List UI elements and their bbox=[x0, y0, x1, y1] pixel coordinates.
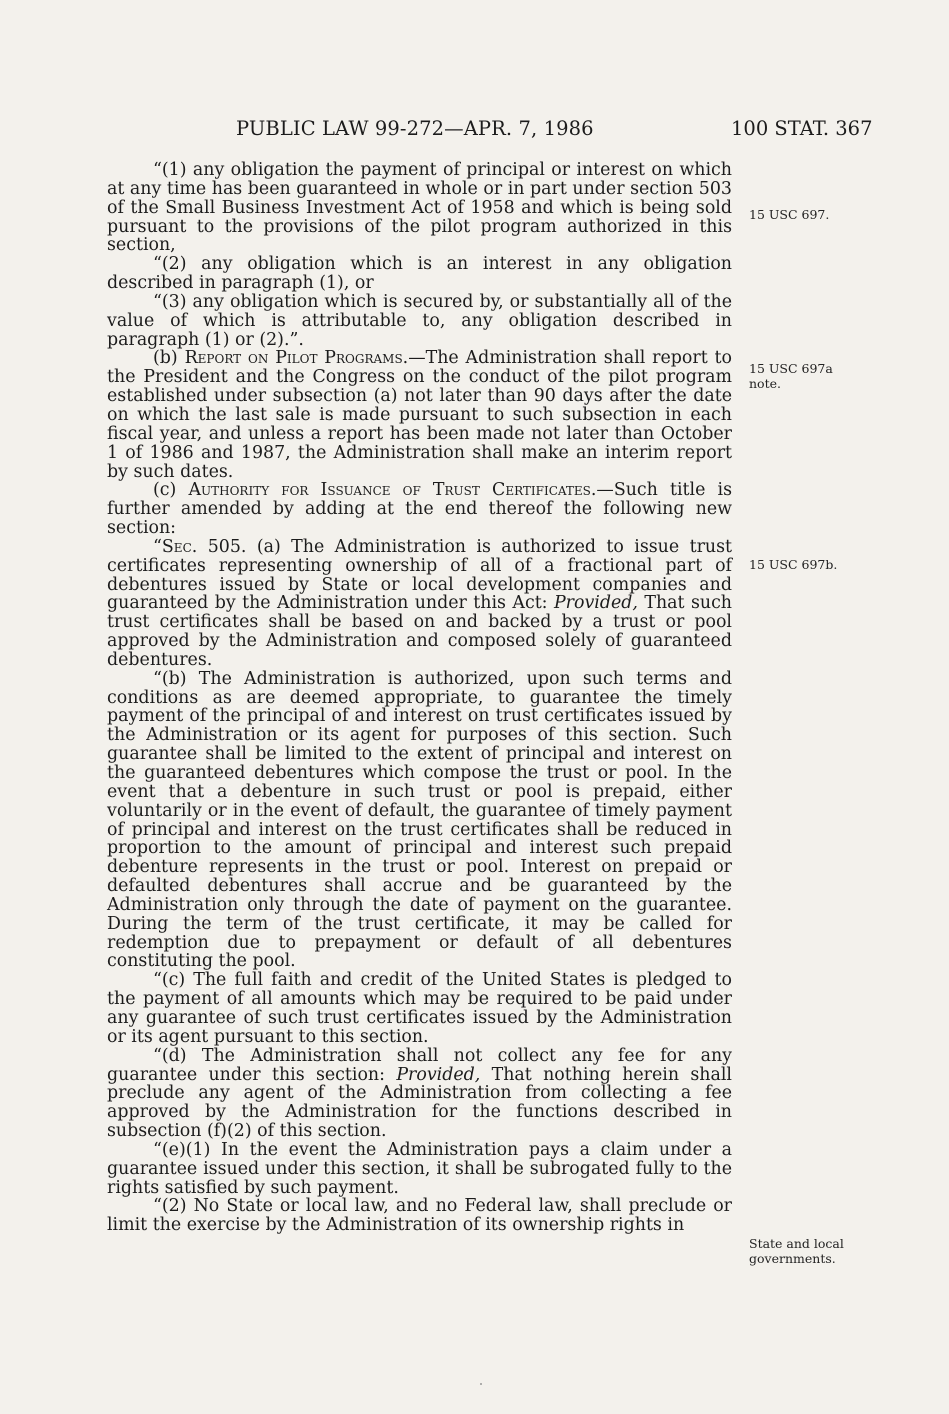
section-505-c: “(c) The full faith and credit of the United States is pledged to the payment of all amounts which may be required to be paid under any guarantee of such trust certificates issued by the Administration or its agent pursuant to this section. bbox=[107, 970, 732, 1047]
section-505-text-2: That such trust certificates shall be based on and backed by a trust or pool approved by the Administration and composed solely of guaranteed debentures. bbox=[107, 593, 733, 670]
subsection-b-lead: (b) bbox=[153, 348, 185, 369]
margin-note-697a: 15 USC 697a bbox=[749, 361, 833, 376]
section-505-d-text: “(d) The Administration shall not collect any fee for any guarantee under this section: bbox=[107, 1045, 732, 1085]
running-title: PUBLIC LAW 99-272—APR. 7, 1986 bbox=[236, 117, 594, 140]
paragraph-2: “(2) any obligation which is an interest in any obligation described in paragraph (1), or bbox=[107, 254, 732, 294]
paragraph-3: “(3) any obligation which is secured by, or substantially all of the value of which is attributable to, any obligation described in paragraph (1) or (2).”. bbox=[107, 291, 732, 350]
subsection-b-heading: Report on Pilot Programs. bbox=[184, 348, 409, 369]
section-505-proviso: Provided, bbox=[553, 593, 638, 614]
margin-note-697: 15 USC 697. bbox=[749, 207, 830, 222]
statute-body bbox=[107, 161, 732, 1235]
margin-note-697a-note: note. bbox=[749, 376, 781, 391]
paragraph-1: “(1) any obligation the payment of principal or interest on which at any time has been guaranteed in whole or in part under section 503 of the Small Business Investment Act of 1958 and which is being sold pursuant to the provisions of the pilot program authorized in this section, bbox=[107, 160, 732, 256]
margin-note-697b: 15 USC 697b. bbox=[749, 557, 838, 572]
subsection-b-text: —The Administration shall report to the President and the Congress on the conduct of the pilot program established under subsection (a) not later than 90 days after the date on which the last sale is made pursuant to such subsection in each fiscal year, and unless a report has been made not later than October 1 of 1986 and 1987, the Administration shall make an interim report by such dates. bbox=[107, 348, 732, 482]
section-505-e1: “(e)(1) In the event the Administration pays a claim under a guarantee issued under this section, it shall be subrogated fully to the rights satisfied by such payment. bbox=[107, 1139, 732, 1198]
section-505-text: 505. (a) The Administration is authorized to issue trust certificates representing ownership of all of a fractional part of debentures issued by State or local development companies and guaranteed by the Administration under this Act: bbox=[107, 536, 732, 614]
page-header bbox=[0, 117, 949, 143]
section-505-d bbox=[107, 1047, 732, 1141]
stat-citation: 100 STAT. 367 bbox=[731, 117, 873, 140]
section-505-e2: “(2) No State or local law, and no Federal law, shall preclude or limit the exercise by the Administration of its ownership rights in bbox=[107, 1196, 732, 1236]
subsection-c bbox=[107, 481, 732, 538]
subsection-c-text: —Such title is further amended by adding at the end thereof the following new section: bbox=[107, 480, 732, 539]
section-505-lead: “ bbox=[153, 536, 162, 557]
subsection-c-lead: (c) bbox=[153, 480, 189, 501]
margin-note-state-local: State and local bbox=[749, 1236, 844, 1251]
margin-note-governments: governments. bbox=[749, 1251, 836, 1266]
section-505-a bbox=[107, 538, 732, 670]
subsection-b bbox=[107, 349, 732, 481]
section-505-d-proviso: Provided, bbox=[396, 1064, 481, 1085]
section-505-d-text-2: That nothing herein shall preclude any agent of the Administration from collecting a fee approved by the Administration for the functions described in subsection (f)(2) of this section. bbox=[107, 1064, 732, 1142]
section-505-heading: Sec. bbox=[161, 536, 198, 557]
section-505-b: “(b) The Administration is authorized, upon such terms and conditions as are deemed appropriate, to guarantee the timely payment of the principal of and interest on trust certificates issued by the Administration or its agent for purposes of this section. Such guarantee shall be limited to the extent of principal and interest on the guaranteed debentures which compose the trust or pool. In the event that a debenture in such trust or pool is prepaid, either voluntarily or in the event of default, the guarantee of timely payment of principal and interest on the trust certificates shall be reduced in proportion to the amount of principal and interest such prepaid debenture represents in the trust or pool. Interest on prepaid or defaulted debentures shall accrue and be guaranteed by the Administration only through the date of payment on the guarantee. During the term of the trust certificate, it may be called for redemption due to prepayment or default of all debentures constituting the pool. bbox=[107, 668, 732, 972]
subsection-c-heading: Authority for Issuance of Trust Certificates. bbox=[188, 480, 597, 501]
scan-speck bbox=[480, 1383, 482, 1385]
